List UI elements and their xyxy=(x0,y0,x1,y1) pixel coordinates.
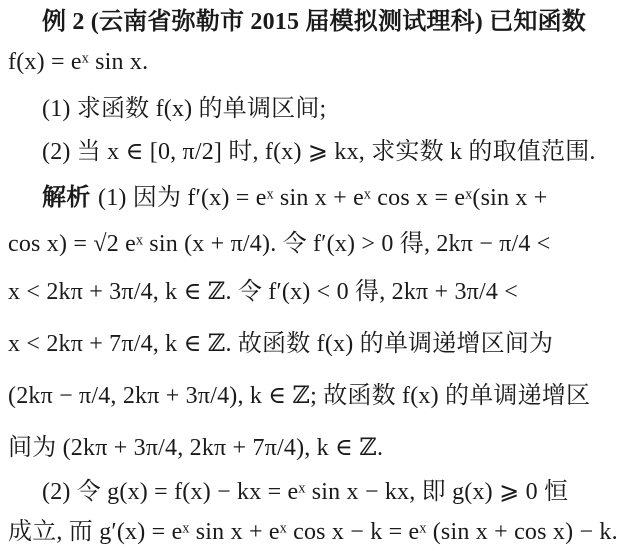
problem-part-1: (1) 求函数 f(x) 的单调区间; xyxy=(42,96,327,122)
solution-line-1: (1) 因为 f′(x) = eˣ sin x + eˣ cos x = eˣ(sin x + xyxy=(98,185,548,211)
solution-line-3: x < 2kπ + 3π/4, k ∈ ℤ. 令 f′(x) < 0 得, 2kπ + 3π/4 < xyxy=(8,279,518,305)
problem-title-line: 例 2 (云南省弥勒市 2015 届模拟测试理科) 已知函数 xyxy=(42,9,586,35)
solution-heading: 解析 xyxy=(42,185,91,211)
solution-line-8: 成立, 而 g′(x) = eˣ sin x + eˣ cos x − k = eˣ (sin x + cos x) − k. xyxy=(8,519,618,545)
solution-line-7: (2) 令 g(x) = f(x) − kx = eˣ sin x − kx, 即 g(x) ⩾ 0 恒 xyxy=(42,479,569,505)
solution-line-2: cos x) = √2 eˣ sin (x + π/4). 令 f′(x) > 0 得, 2kπ − π/4 < xyxy=(8,231,551,257)
solution-line-4: x < 2kπ + 7π/4, k ∈ ℤ. 故函数 f(x) 的单调递增区间为 xyxy=(8,331,554,357)
problem-part-2: (2) 当 x ∈ [0, π/2] 时, f(x) ⩾ kx, 求实数 k 的取值范围. xyxy=(42,139,596,165)
problem-function-line: f(x) = eˣ sin x. xyxy=(8,49,149,75)
solution-line-6: 间为 (2kπ + 3π/4, 2kπ + 7π/4), k ∈ ℤ. xyxy=(8,435,384,461)
solution-line-5: (2kπ − π/4, 2kπ + 3π/4), k ∈ ℤ; 故函数 f(x) 的单调递增区 xyxy=(8,383,591,409)
